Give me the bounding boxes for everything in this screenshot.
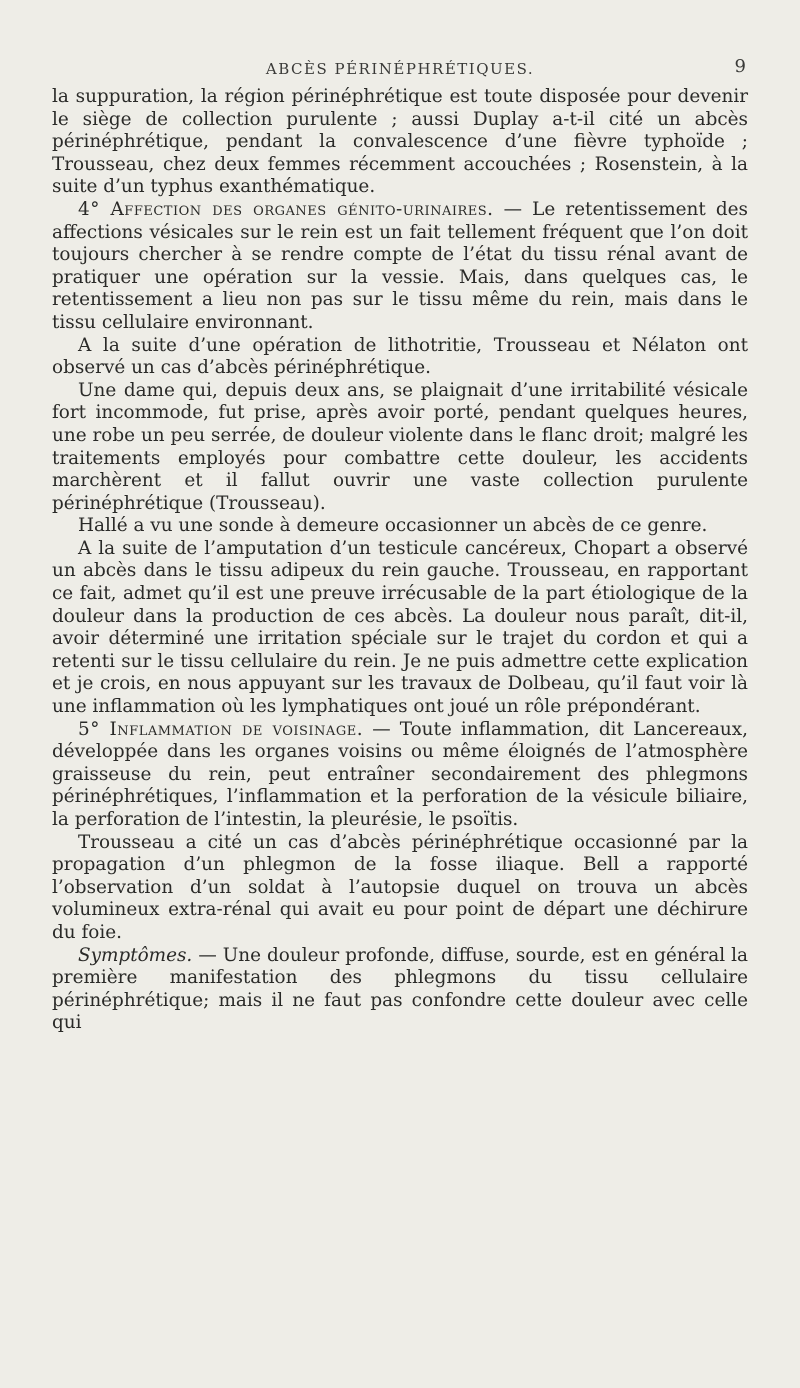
paragraph [52, 199, 748, 335]
paragraph [52, 719, 748, 832]
paragraph-text: Une dame qui, depuis deux ans, se plaignait d’une irritabilité vésicale fort incommode, fut prise, après avoir porté, pendant quelques heures, une robe un peu serrée, de douleur violente dans le flanc droit; malgré les traitements employés pour combattre cette douleur, les accidents marchèrent et il fallut ouvrir une vaste collection purulente périnéphrétique (Trousseau). [52, 379, 748, 514]
paragraph [52, 832, 748, 945]
paragraph [52, 380, 748, 516]
paragraph-text: A la suite d’une opération de lithotritie, Trousseau et Nélaton ont observé un cas d’abcès périnéphrétique. [52, 334, 748, 379]
paragraph [52, 86, 748, 199]
page-number: 9 [734, 56, 746, 77]
paragraph-text: Trousseau a cité un cas d’abcès périnéphrétique occasionné par la propagation d’un phlegmon de la fosse iliaque. Bell a rapporté l’observation d’un soldat à l’autopsie duquel on trouva un abcès volumineux extra-rénal qui avait eu pour point de départ une déchirure du foie. [52, 831, 748, 943]
paragraph [52, 515, 748, 538]
paragraph-text: la suppuration, la région périnéphrétique est toute disposée pour devenir le siège de collection purulente ; aussi Duplay a-t-il cité un abcès périnéphrétique, pendant la convalescence d’une fièvre typhoïde ; Trousseau, chez deux femmes récemment accouchées ; Rosenstein, à la suite d’un typhus exanthématique. [52, 86, 748, 198]
paragraph-text: Hallé a vu une sonde à demeure occasionner un abcès de ce genre. [78, 515, 708, 537]
paragraph-text: — Toute inflammation, dit Lancereaux, développée dans les organes voisins ou même éloignés de l’atmosphère graisseuse du rein, peut entraîner secondairement des phlegmons périnéphrétiques, l’inflammation et la perforation de la vésicule biliaire, la perforation de l’intestin, la pleurésie, le psoïtis. [52, 718, 748, 830]
subsection-heading: Symptômes. [78, 944, 193, 966]
page-header [0, 56, 800, 84]
paragraph [52, 538, 748, 719]
paragraph [52, 945, 748, 1035]
section-heading: 5° Inflammation de voisinage. [78, 718, 364, 740]
paragraph-text: — Le retentissement des affections vésicales sur le rein est un fait tellement fréquent que l’on doit toujours chercher à se rendre compte de l’état du tissu rénal avant de pratiquer une opération sur la vessie. Mais, dans quelques cas, le retentissement a lieu non pas sur le tissu même du rein, mais dans le tissu cellulaire environnant. [52, 198, 748, 333]
running-title: ABCÈS PÉRINÉPHRÉTIQUES. [265, 60, 535, 78]
paragraph-text: — Une douleur profonde, diffuse, sourde, est en général la première manifestation des phlegmons du tissu cellulaire périnéphrétique; mais il ne faut pas confondre cette douleur avec celle qui [52, 944, 748, 1034]
paragraph [52, 335, 748, 380]
paragraph-text: A la suite de l’amputation d’un testicule cancéreux, Chopart a observé un abcès dans le tissu adipeux du rein gauche. Trousseau, en rapportant ce fait, admet qu’il est une preuve irrécusable de la part étiologique de la douleur dans la production de ces abcès. La douleur nous paraît, dit-il, avoir déterminé une irritation spéciale sur le trajet du cordon et qui a retenti sur le tissu cellulaire du rein. Je ne puis admettre cette explication et je crois, en nous appuyant sur les travaux de Dolbeau, qu’il faut voir là une inflammation où les lymphatiques ont joué un rôle prépondérant. [52, 537, 748, 718]
section-heading: 4° Affection des organes génito-urinaires. [78, 198, 494, 220]
body-text [52, 86, 748, 1035]
